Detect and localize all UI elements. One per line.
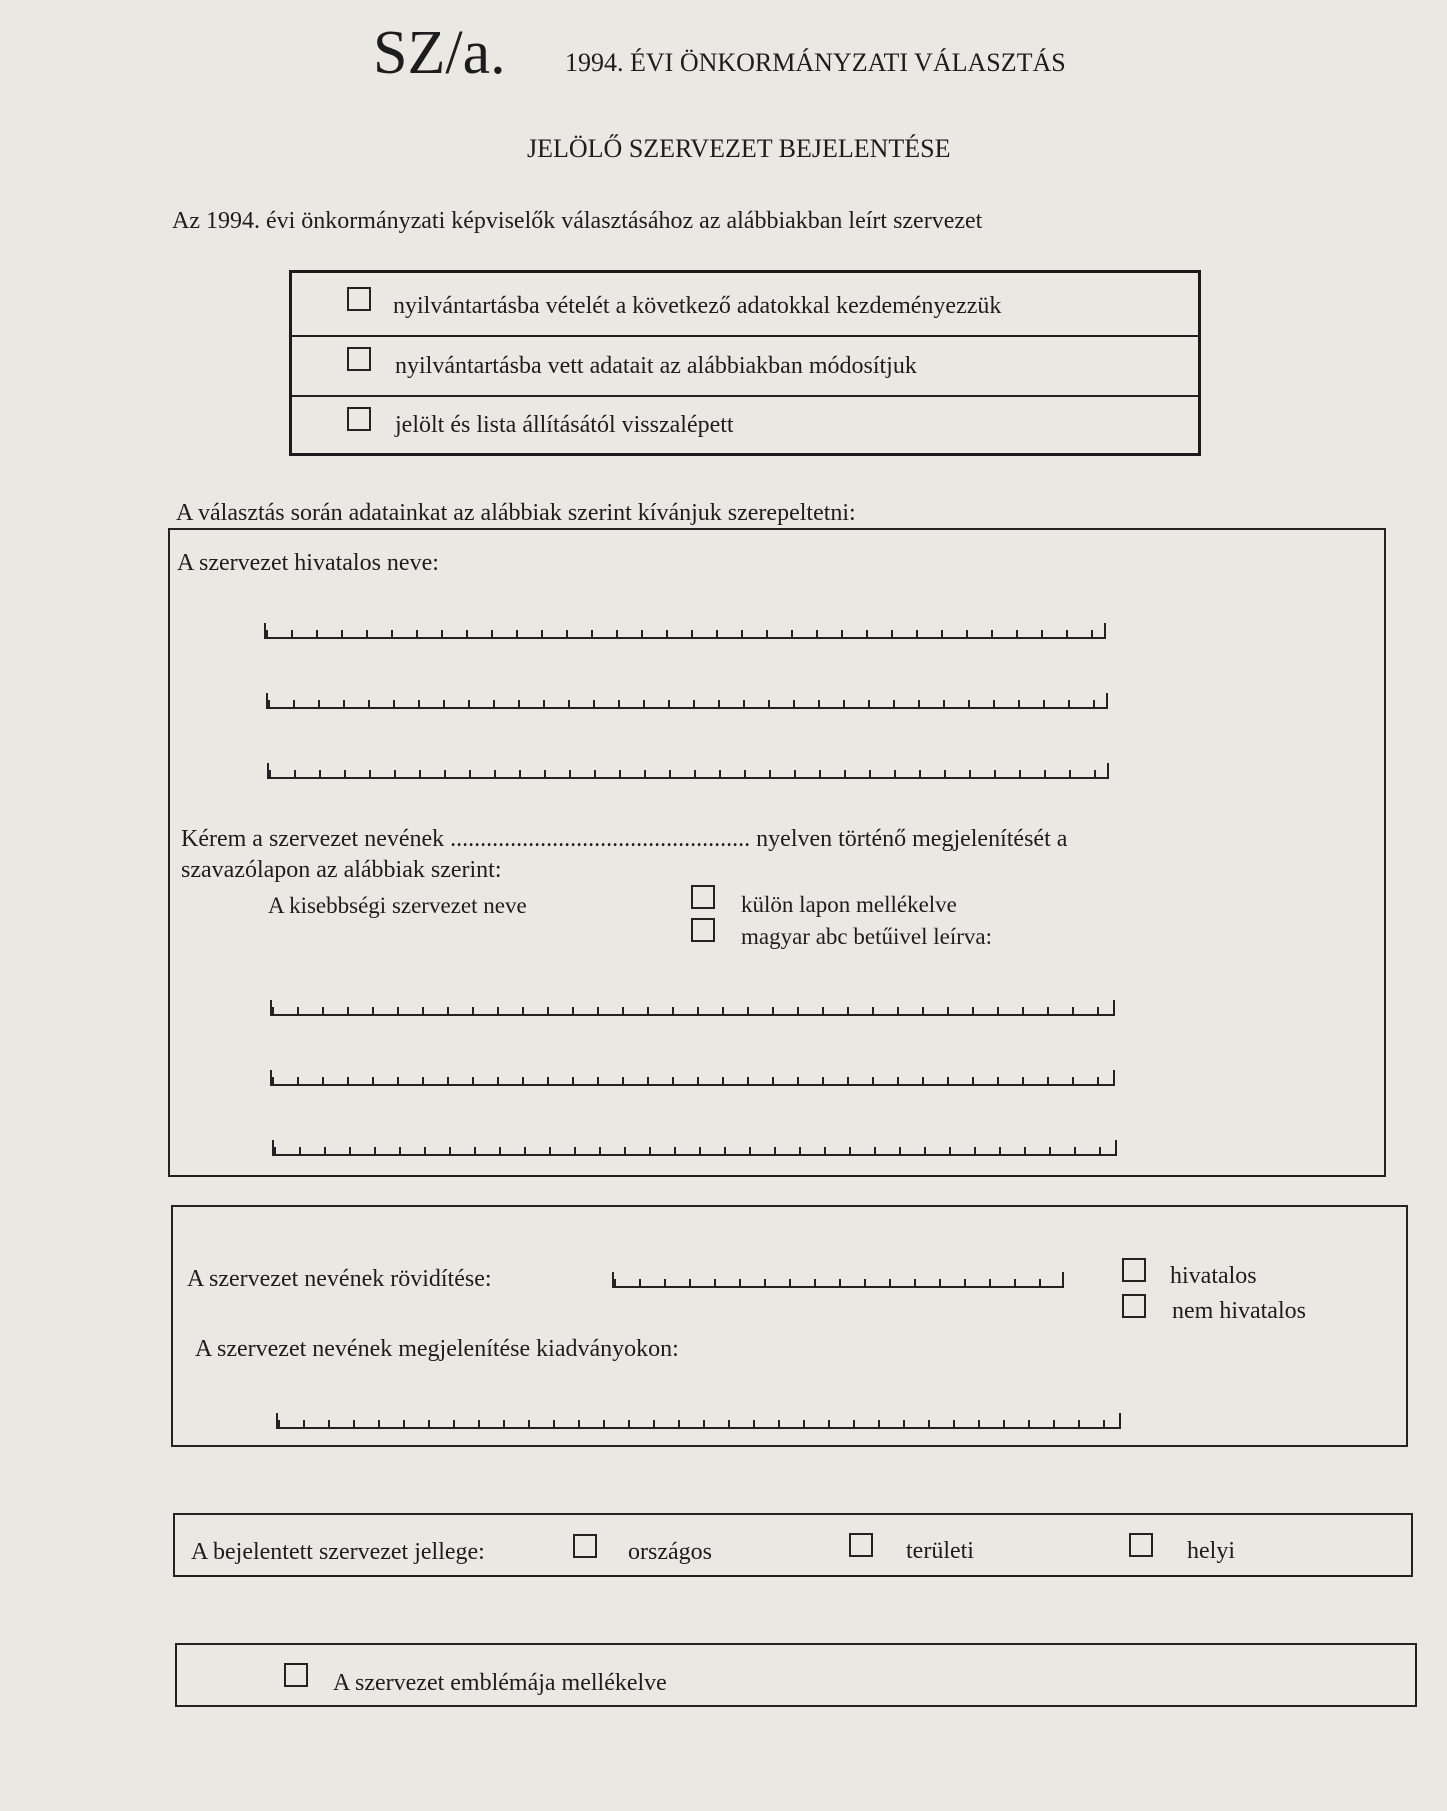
minority-name-line-1[interactable] — [270, 1000, 1115, 1016]
form-subtitle: JELÖLŐ SZERVEZET BEJELENTÉSE — [527, 134, 951, 163]
abbreviation-box — [171, 1205, 1408, 1447]
option-registration-checkbox[interactable] — [347, 287, 371, 311]
official-name-label: A szervezet hivatalos neve: — [177, 550, 439, 576]
national-label: országos — [628, 1539, 712, 1565]
option-modification-label: nyilvántartásba vett adatait az alábbiakban módosítjuk — [395, 353, 917, 379]
option-withdrawal-checkbox[interactable] — [347, 407, 371, 431]
official-name-line-2[interactable] — [266, 693, 1108, 709]
national-checkbox[interactable] — [573, 1534, 597, 1558]
intro-text: Az 1994. évi önkormányzati képviselők választásához az alábbiakban leírt szervezet — [172, 208, 983, 234]
option-registration-label: nyilvántartásba vételét a következő adatokkal kezdeményezzük — [393, 293, 1002, 319]
unofficial-abbreviation-label: nem hivatalos — [1172, 1298, 1306, 1324]
local-checkbox[interactable] — [1129, 1533, 1153, 1557]
hungarian-alphabet-checkbox[interactable] — [691, 918, 715, 942]
option-modification-checkbox[interactable] — [347, 347, 371, 371]
unofficial-abbreviation-checkbox[interactable] — [1122, 1294, 1146, 1318]
form-code: SZ/a. — [373, 19, 506, 87]
minority-name-line-3[interactable] — [272, 1140, 1117, 1156]
local-label: helyi — [1187, 1538, 1235, 1564]
official-name-line-1[interactable] — [264, 623, 1106, 639]
official-abbreviation-checkbox[interactable] — [1122, 1258, 1146, 1282]
character-label: A bejelentett szervezet jellege: — [191, 1539, 485, 1565]
election-title: 1994. ÉVI ÖNKORMÁNYZATI VÁLASZTÁS — [565, 48, 1066, 77]
official-abbreviation-label: hivatalos — [1170, 1263, 1257, 1289]
minority-name-line-2[interactable] — [270, 1070, 1115, 1086]
separate-sheet-checkbox[interactable] — [691, 885, 715, 909]
regional-label: területi — [906, 1538, 974, 1564]
abbreviation-input[interactable] — [612, 1272, 1064, 1288]
publication-name-label: A szervezet nevének megjelenítése kiadványokon: — [195, 1336, 679, 1362]
emblem-label: A szervezet emblémája mellékelve — [333, 1670, 667, 1696]
official-name-line-3[interactable] — [267, 763, 1109, 779]
language-request-line-1: Kérem a szervezet nevének .................................................. nyelven történő megjelenítését a — [181, 826, 1068, 852]
option-withdrawal-label: jelölt és lista állításától visszalépett — [395, 412, 734, 438]
regional-checkbox[interactable] — [849, 1533, 873, 1557]
abbreviation-label: A szervezet nevének rövidítése: — [187, 1266, 492, 1292]
section-intro: A választás során adatainkat az alábbiak szerint kívánjuk szerepeltetni: — [176, 500, 856, 526]
emblem-checkbox[interactable] — [284, 1663, 308, 1687]
minority-name-label: A kisebbségi szervezet neve — [268, 893, 527, 918]
hungarian-alphabet-label: magyar abc betűivel leírva: — [741, 924, 992, 949]
separate-sheet-label: külön lapon mellékelve — [741, 892, 957, 917]
publication-name-input[interactable] — [276, 1413, 1121, 1429]
language-request-line-2: szavazólapon az alábbiak szerint: — [181, 857, 502, 883]
